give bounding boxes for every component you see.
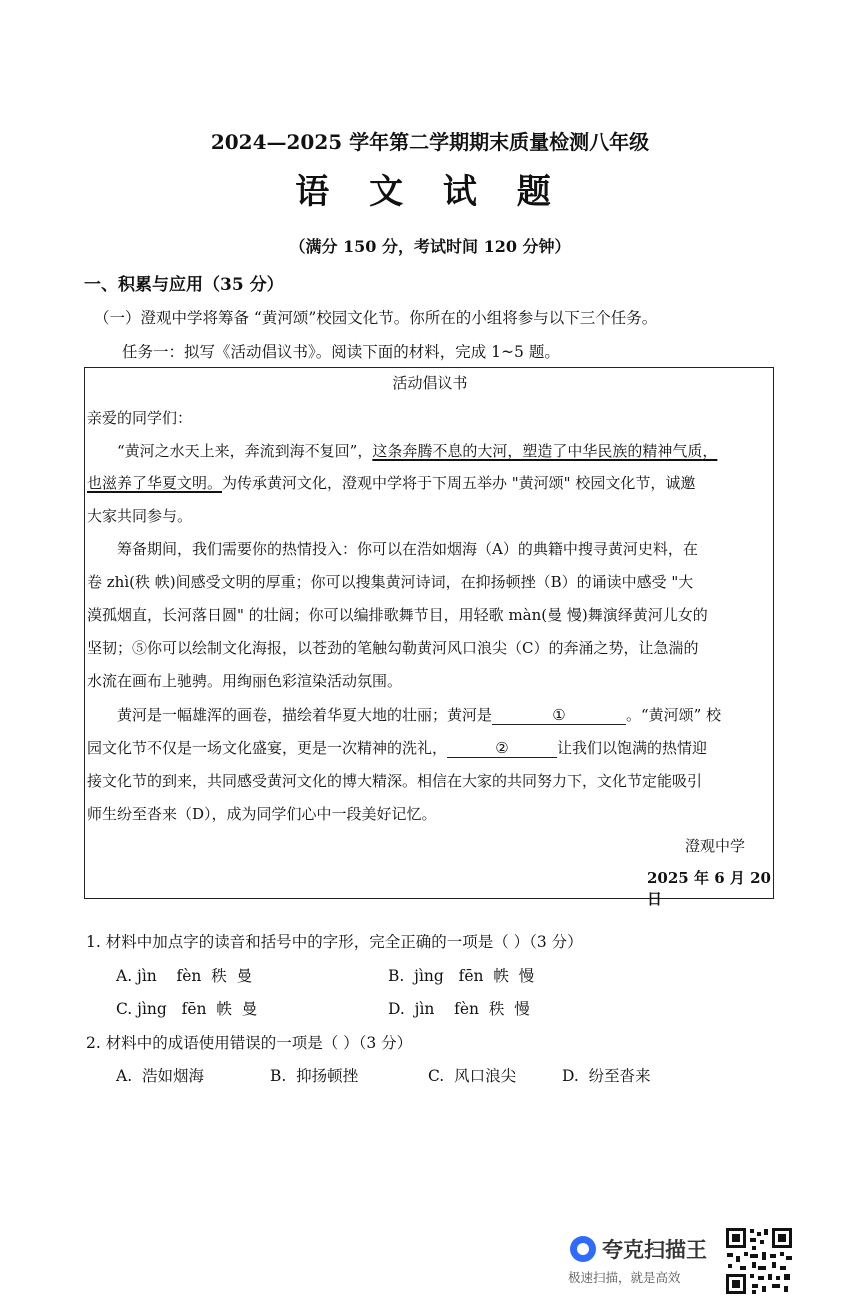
section-intro: （一）澄观中学将筹备 “黄河颂”校园文化节。你所在的小组将参与以下三个任务。 (94, 309, 658, 327)
q2-option-d: D. 纷至沓来 (562, 1067, 651, 1085)
fill-blank-1: ① (492, 706, 626, 725)
watermark-brand: 夸克扫描王 (602, 1238, 707, 1262)
material-line: “黄河之水天上来，奔流到海不复回”，这条奔腾不息的大河，塑造了中华民族的精神气质， (117, 442, 718, 460)
material-line: 也滋养了华夏文明。为传承黄河文化，澄观中学将于下周五举办 "黄河颂" 校园文化节，诚邀 (87, 474, 696, 492)
question-2: 2. 材料中的成语使用错误的一项是（ ）（3 分） (86, 1034, 413, 1052)
fill-blank-2: ② (447, 739, 557, 758)
underlined-sentence: 也滋养了华夏文明。 (87, 474, 223, 492)
material-title: 活动倡议书 (392, 374, 468, 392)
material-line: 接文化节的到来，共同感受黄河文化的博大精深。相信在大家的共同努力下，文化节定能吸引 (87, 772, 703, 790)
material-greeting: 亲爱的同学们： (87, 409, 193, 427)
material-date: 2025 年 6 月 20 日 (647, 869, 771, 908)
section-heading: 一、积累与应用（35 分） (84, 275, 284, 295)
quark-logo-icon (570, 1236, 596, 1262)
material-line: 漠孤烟直，长河落日圆" 的壮阔；你可以编排歌舞节目，用轻歌 màn(曼 慢)舞演绎黄河儿女的 (87, 606, 708, 624)
exam-title: 2024—2025 学年第二学期期末质量检测八年级 (210, 130, 650, 154)
watermark-slogan: 极速扫描，就是高效 (568, 1270, 681, 1285)
q1-option-b: B. jìng fēn 帙 慢 (388, 967, 535, 985)
material-line: 筹备期间，我们需要你的热情投入：你可以在浩如烟海（A）的典籍中搜寻黄河史料，在 (117, 540, 698, 558)
underlined-sentence: 这条奔腾不息的大河，塑造了中华民族的精神气质 (372, 442, 703, 460)
q2-option-a: A. 浩如烟海 (116, 1067, 204, 1085)
question-1: 1. 材料中加点字的读音和括号中的字形，完全正确的一项是（ ）（3 分） (86, 933, 583, 951)
q2-option-c: C. 风口浪尖 (428, 1067, 517, 1085)
subject-title: 语 文 试 题 (295, 172, 565, 212)
q1-option-a: A. jìn fèn 秩 曼 (116, 967, 253, 985)
q2-option-b: B. 抑扬顿挫 (270, 1067, 359, 1085)
material-signature: 澄观中学 (685, 837, 746, 855)
material-line: 卷 zhì(秩 帙)间感受文明的厚重；你可以搜集黄河诗词，在抑扬顿挫（B）的诵读中感受 "大 (87, 573, 694, 591)
material-line: 黄河是一幅雄浑的画卷，描绘着华夏大地的壮丽；黄河是 ① 。“黄河颂” 校 (117, 706, 722, 724)
q1-option-d: D. jìn fèn 秩 慢 (388, 1000, 530, 1018)
material-line: 坚韧；⑤你可以绘制文化海报，以苍劲的笔触勾勒黄河风口浪尖（C）的奔涌之势，让急湍的 (87, 639, 699, 657)
scanner-watermark (568, 1232, 718, 1288)
q1-option-c: C. jìng fēn 帙 曼 (116, 1000, 258, 1018)
material-box (84, 367, 774, 908)
task-instruction: 任务一：拟写《活动倡议书》。阅读下面的材料，完成 1~5 题。 (122, 343, 560, 361)
material-line: 水流在画布上驰骋。用绚丽色彩渲染活动氛围。 (87, 672, 403, 690)
material-line: 园文化节不仅是一场文化盛宴，更是一次精神的洗礼， ② 让我们以饱满的热情迎 (87, 739, 708, 757)
exam-meta: （满分 150 分，考试时间 120 分钟） (289, 237, 571, 256)
material-line: 大家共同参与。 (87, 507, 193, 525)
material-line: 师生纷至沓来（D），成为同学们心中一段美好记忆。 (87, 805, 437, 823)
qr-code-icon (724, 1226, 794, 1296)
